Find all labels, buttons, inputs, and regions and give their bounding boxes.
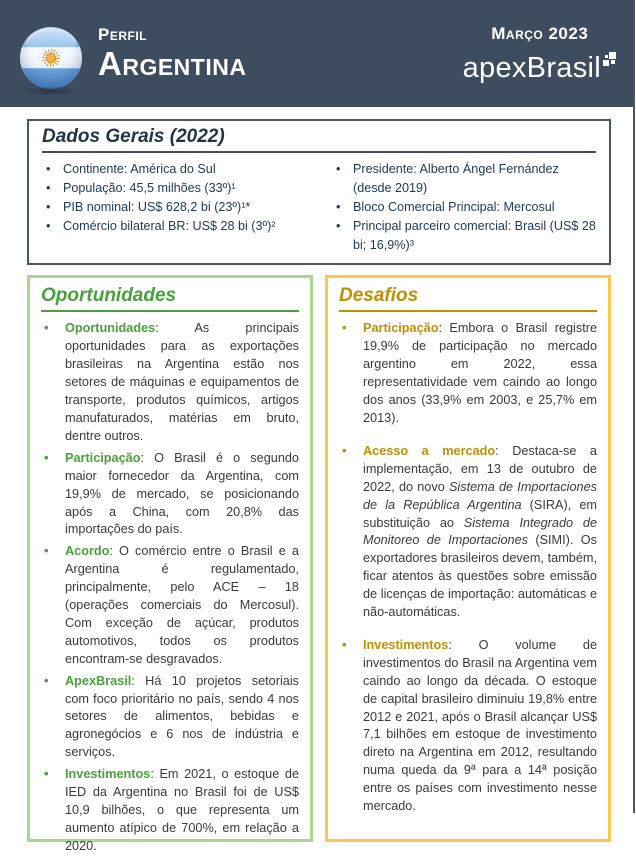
bullet-icon: • [46, 218, 51, 233]
bullet-item [41, 673, 299, 763]
bullet-icon: • [336, 199, 341, 214]
bullet-icon: • [342, 442, 347, 458]
desafios-panel [325, 275, 611, 842]
document-kicker: Perfil [98, 24, 148, 44]
list-item [332, 198, 596, 217]
title-divider [42, 151, 596, 153]
sun-emblem-icon [42, 49, 60, 67]
bullet-lead-word: Acesso a mercado [363, 443, 496, 458]
bullet-item-text [65, 543, 299, 668]
title-divider [339, 310, 597, 312]
bullet-item-text [65, 766, 299, 856]
list-item [332, 160, 596, 198]
list-item [332, 217, 596, 255]
argentina-flag-icon [20, 27, 82, 89]
text-segment: : Destaca-se a implementação, em 13 de outubro de 2022, do novo [363, 443, 597, 494]
list-item [42, 160, 306, 179]
bullet-item-text [65, 450, 299, 540]
bullet-icon: • [46, 180, 51, 195]
list-item-text: Principal parceiro comercial: Brasil (US$ 28 bi; 16,9%)³ [353, 218, 596, 252]
dados-gerais-title: Dados Gerais (2022) [42, 126, 225, 147]
list-item-text: Presidente: Alberto Ángel Fernández (desde 2019) [353, 162, 559, 195]
text-segment: (SIMI). Os exportadores brasileiros devem, também, ficar atentos às questões sobre emissão de licenças de importação: automáticas e não-automáticas. [363, 533, 597, 620]
list-item-text: Bloco Comercial Principal: Mercosul [353, 199, 555, 214]
list-item [42, 179, 306, 198]
text-segment: Sistema Integrado de Monitoreo de Importaciones [363, 515, 597, 548]
bullet-item [339, 637, 597, 816]
bullet-icon: • [342, 320, 347, 336]
list-item-text: População: 45,5 milhões (33º)¹ [63, 180, 236, 195]
bullet-lead-word: Participação [65, 450, 141, 465]
list-item-text: PIB nominal: US$ 628,2 bi (23º)¹* [63, 199, 251, 214]
bullet-lead-word: Oportunidades [65, 321, 156, 336]
oportunidades-panel [27, 275, 313, 853]
text-segment: : O Brasil é o segundo maior fornecedor da Argentina, com 19,9% de mercado, se posicionando após a China, com 20,8% das importações do país. [65, 450, 299, 537]
bullet-item [41, 543, 299, 668]
list-item-text: Continente: América do Sul [63, 162, 216, 176]
bullet-item [339, 443, 597, 622]
oportunidades-title: Oportunidades [41, 285, 177, 307]
bullet-icon: • [336, 218, 341, 233]
apexbrasil-logo [463, 54, 617, 83]
flag-circle [20, 27, 82, 89]
bullet-icon: • [44, 320, 49, 336]
text-segment: : Embora o Brasil registre 19,9% de participação no mercado argentino em 2022, essa representatividade vem caindo ao longo dos anos (33,9% em 2003, e 25,7% em 2013). [363, 321, 597, 425]
dados-gerais-columns [42, 160, 596, 254]
bullet-icon: • [44, 672, 49, 688]
dados-gerais-panel [27, 119, 611, 265]
bullet-lead-word: Acordo [65, 544, 110, 559]
bullet-item [339, 320, 597, 427]
desafios-list [339, 320, 597, 816]
dados-left-list [42, 160, 306, 254]
text-segment: (SIRA), em substituição ao [363, 497, 598, 530]
bullet-icon: • [44, 766, 49, 782]
flag-shadow [23, 86, 79, 96]
bullet-item [41, 320, 299, 445]
bullet-item-text [65, 320, 299, 445]
content-columns [27, 275, 611, 853]
bullet-item-text [363, 443, 597, 622]
bullet-lead-word: Participação [363, 321, 439, 336]
bullet-item-text [65, 673, 299, 763]
header-date: Março 2023 [491, 24, 589, 43]
list-item [42, 198, 306, 217]
bullet-item-text [363, 320, 597, 427]
text-segment: : O volume de investimentos do Brasil na Argentina vem caindo ao longo da década. O estoque de capital brasileiro diminuiu 19,8% entre 2012 e 2021, após o Brasil alcançar US$ 7,1 bilhões em estoque de investimento direto na Argentina em 2012, resultando numa queda da 9ª para a 14ª posição entre os países com investimento nesse mercado. [363, 637, 597, 814]
bullet-icon: • [342, 636, 347, 652]
text-segment: : Há 10 projetos setoriais com foco prioritário no país, sendo 4 nos setores de alimentos, bebidas e agronegócios e 6 nos de indústria e serviços. [65, 673, 299, 760]
title-divider [41, 310, 299, 312]
bullet-lead-word: ApexBrasil [65, 673, 132, 688]
header-titles [98, 26, 246, 81]
page-title: Argentina [98, 44, 247, 82]
text-segment: : As principais oportunidades para as exportações brasileiras na Argentina estão nos setores de máquinas e equipamentos de transporte, produtos químicos, artigos manufaturados, matérias em bruto, dentre outros. [65, 321, 299, 443]
dados-right-list [332, 160, 596, 254]
bullet-item [41, 450, 299, 540]
bullet-icon: • [44, 449, 49, 465]
bullet-item-text [363, 637, 597, 816]
desafios-title: Desafios [339, 285, 419, 307]
text-segment: : O comércio entre o Brasil e a Argentina é regulamentado, principalmente, pelo ACE – 18 (operações comerciais do Mercosul). Com exceção de açúcar, produtos automotivos, todos os produtos encontram-se desgravados. [65, 544, 299, 666]
apexbrasil-plus-icon [603, 52, 617, 66]
bullet-lead-word: Investimentos [65, 767, 151, 782]
header-banner [0, 0, 633, 107]
bullet-item [41, 766, 299, 856]
bullet-icon: • [336, 162, 341, 176]
list-item-text: Comércio bilateral BR: US$ 28 bi (3º)² [63, 218, 276, 233]
oportunidades-list [41, 320, 299, 855]
header-right-group [463, 24, 617, 83]
apexbrasil-logo-text: apexBrasil [462, 52, 601, 84]
bullet-icon: • [46, 199, 51, 214]
list-item [42, 217, 306, 236]
bullet-icon: • [44, 543, 49, 559]
bullet-lead-word: Investimentos [363, 637, 449, 652]
text-segment: : Em 2021, o estoque de IED da Argentina no Brasil foi de US$ 10,9 bilhões, o que representa um aumento atípico de 700%, em relação a 2020. [65, 767, 299, 853]
header-left-group [20, 19, 246, 89]
bullet-icon: • [46, 162, 51, 176]
text-segment: Sistema de Importaciones de la República Argentina [363, 479, 597, 512]
